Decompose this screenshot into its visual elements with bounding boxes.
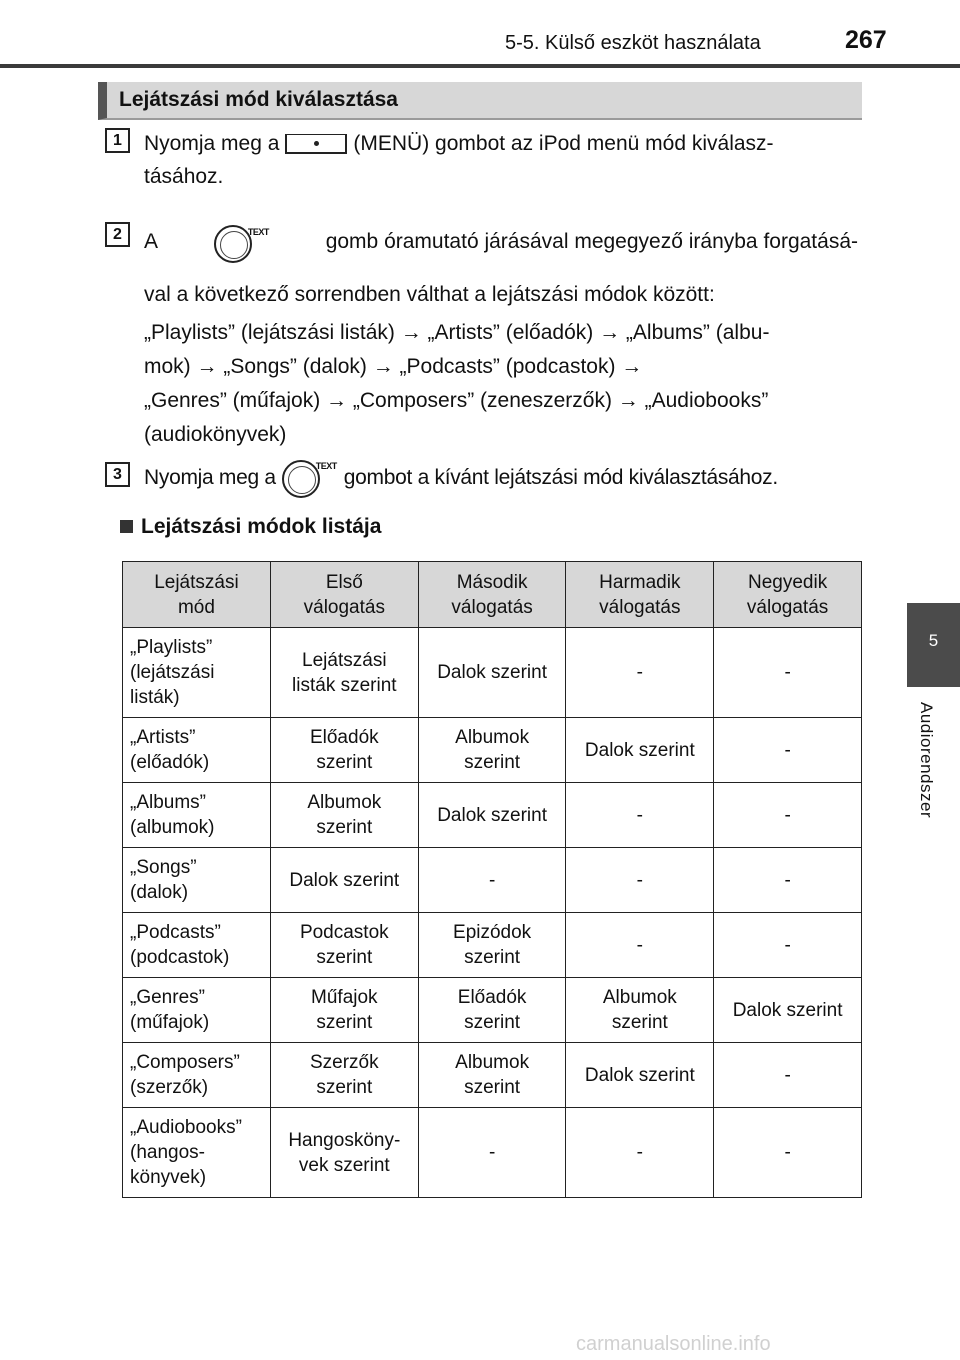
subsection-title: Lejátszási módok listája bbox=[120, 515, 381, 539]
chapter-tab-label: Audiorendszer bbox=[917, 702, 936, 819]
knob-text-label: TEXT bbox=[247, 227, 269, 237]
footer-watermark: carmanualsonline.info bbox=[576, 1333, 771, 1355]
table-cell: „Playlists” (lejátszási listák) bbox=[123, 628, 271, 718]
step-2-line: „Genres” (műfajok) → „Composers” (zeneszerzők) → „Audiobooks” bbox=[144, 389, 769, 412]
table-cell: Dalok szerint bbox=[418, 783, 566, 848]
step-1-prefix: Nyomja meg a bbox=[144, 132, 280, 155]
step-3-text bbox=[144, 452, 858, 502]
step-number-1: 1 bbox=[105, 128, 130, 153]
table-row bbox=[123, 913, 862, 978]
page-number: 267 bbox=[845, 26, 887, 54]
table-cell: Albumok szerint bbox=[418, 718, 566, 783]
table-cell: „Podcasts” (podcastok) bbox=[123, 913, 271, 978]
table-header: Első válogatás bbox=[270, 562, 418, 628]
table-cell: - bbox=[566, 1108, 714, 1198]
table-cell: Dalok szerint bbox=[566, 718, 714, 783]
step-number-2: 2 bbox=[105, 222, 130, 247]
table-cell: „Songs” (dalok) bbox=[123, 848, 271, 913]
table-cell: Műfajok szerint bbox=[270, 978, 418, 1043]
table-cell: Epizódok szerint bbox=[418, 913, 566, 978]
table-cell: „Genres” (műfajok) bbox=[123, 978, 271, 1043]
table-cell: - bbox=[714, 913, 862, 978]
table-cell: - bbox=[714, 783, 862, 848]
step-2-prefix: A bbox=[144, 230, 159, 253]
table-row bbox=[123, 718, 862, 783]
table-cell: Albumok szerint bbox=[418, 1043, 566, 1108]
table-cell: - bbox=[714, 1108, 862, 1198]
table-cell: - bbox=[566, 848, 714, 913]
chapter-tab: 5 bbox=[907, 603, 960, 687]
table-cell: Szerzők szerint bbox=[270, 1043, 418, 1108]
step-number-3: 3 bbox=[105, 462, 130, 487]
menu-button-icon bbox=[285, 134, 347, 154]
step-1-line2: tásához. bbox=[144, 165, 224, 188]
step-2-line: „Playlists” (lejátszási listák) → „Artists” (előadók) → „Albums” (albu- bbox=[144, 321, 770, 344]
table-row bbox=[123, 848, 862, 913]
step-1-suffix: (MENÜ) gombot az iPod menü mód kiválasz- bbox=[353, 132, 774, 155]
table-cell: - bbox=[566, 628, 714, 718]
table-cell: - bbox=[566, 913, 714, 978]
table-cell: - bbox=[714, 1043, 862, 1108]
table-cell: „Audiobooks” (hangos- könyvek) bbox=[123, 1108, 271, 1198]
step-2-text bbox=[144, 216, 858, 452]
table-cell: Albumok szerint bbox=[566, 978, 714, 1043]
table-cell: Dalok szerint bbox=[418, 628, 566, 718]
tune-knob-icon bbox=[214, 219, 270, 265]
table-cell: Hangosköny- vek szerint bbox=[270, 1108, 418, 1198]
table-row bbox=[123, 628, 862, 718]
table-cell: Albumok szerint bbox=[270, 783, 418, 848]
table-cell: Előadók szerint bbox=[418, 978, 566, 1043]
table-header: Lejátszási mód bbox=[123, 562, 271, 628]
table-header: Harmadik válogatás bbox=[566, 562, 714, 628]
table-cell: „Albums” (albumok) bbox=[123, 783, 271, 848]
table-cell: - bbox=[714, 718, 862, 783]
step-2-line: (audiokönyvek) bbox=[144, 423, 287, 446]
tune-knob-icon bbox=[282, 454, 338, 500]
table-row bbox=[123, 978, 862, 1043]
table-cell: - bbox=[566, 783, 714, 848]
table-row bbox=[123, 783, 862, 848]
step-3-prefix: Nyomja meg a bbox=[144, 465, 276, 489]
table-header: Második válogatás bbox=[418, 562, 566, 628]
table-cell: Dalok szerint bbox=[270, 848, 418, 913]
table-row bbox=[123, 1043, 862, 1108]
step-2-line: val a következő sorrendben válthat a lejátszási módok között: bbox=[144, 283, 715, 306]
step-3-suffix: gombot a kívánt lejátszási mód kiválasztásához. bbox=[343, 465, 778, 489]
table-cell: - bbox=[714, 848, 862, 913]
header-rule bbox=[0, 64, 960, 68]
chapter-heading: 5-5. Külső eszköt használata bbox=[505, 32, 761, 54]
table-cell: „Artists” (előadók) bbox=[123, 718, 271, 783]
playback-modes-table bbox=[122, 561, 862, 1198]
table-cell: - bbox=[418, 848, 566, 913]
table-cell: Dalok szerint bbox=[566, 1043, 714, 1108]
table-row bbox=[123, 1108, 862, 1198]
table-cell: Dalok szerint bbox=[714, 978, 862, 1043]
table-cell: „Composers” (szerzők) bbox=[123, 1043, 271, 1108]
square-bullet-icon bbox=[120, 520, 133, 533]
knob-text-label: TEXT bbox=[315, 461, 337, 471]
step-2-line: mok) → „Songs” (dalok) → „Podcasts” (podcastok) → bbox=[144, 355, 643, 378]
table-cell: Lejátszási listák szerint bbox=[270, 628, 418, 718]
step-1-text bbox=[144, 127, 858, 193]
table-cell: - bbox=[418, 1108, 566, 1198]
table-header-row bbox=[123, 562, 862, 628]
table-cell: Podcastok szerint bbox=[270, 913, 418, 978]
table-cell: - bbox=[714, 628, 862, 718]
table-cell: Előadók szerint bbox=[270, 718, 418, 783]
step-2-suffix: gomb óramutató járásával megegyező irányba forgatásá- bbox=[325, 230, 858, 253]
section-title: Lejátszási mód kiválasztása bbox=[98, 82, 862, 120]
table-header: Negyedik válogatás bbox=[714, 562, 862, 628]
